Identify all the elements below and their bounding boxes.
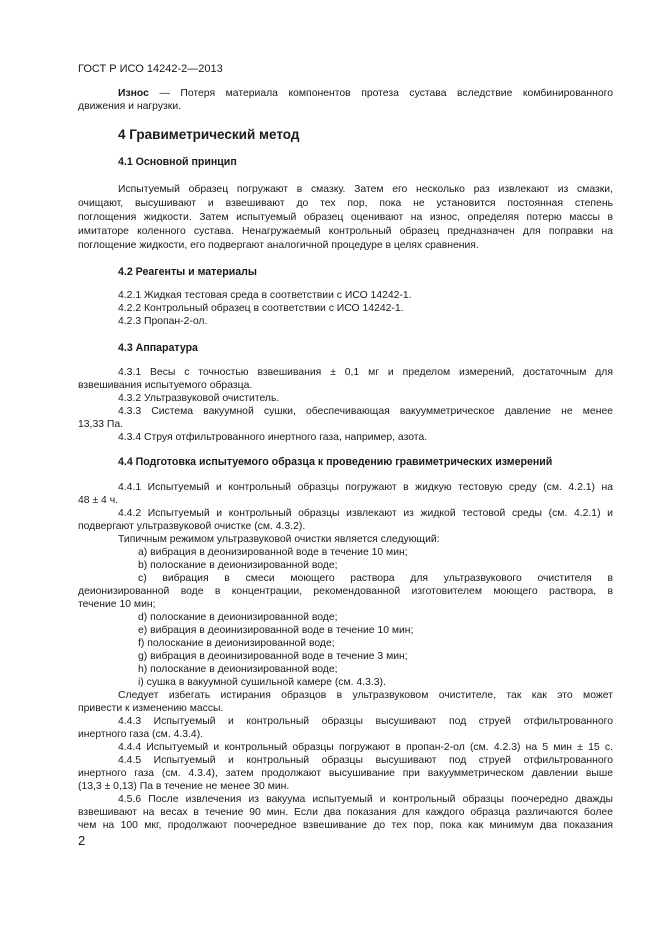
paragraph-line: 4.3.4 Струя отфильтрованного инертного газа, например, азота. <box>118 432 428 443</box>
paragraph-line: Следует избегать истирания образцов в ультразвуковом очистителе, так как это может <box>118 690 613 701</box>
paragraph-line: 4.4.3 Испытуемый и контрольный образцы высушивают под струей отфильтрованного <box>118 716 613 727</box>
paragraph-line: имитаторе коленного сустава. Ненагружаемый контрольный образец предназначен для поправки на <box>78 226 613 237</box>
list-item: i) сушка в вакуумной сушильной камере (см. 4.3.3). <box>138 677 386 688</box>
list-item-continuation: течение 10 мин; <box>78 599 156 610</box>
paragraph-line: инертного газа (см. 4.3.4), затем продолжают высушивание при вакуумметрическом давлении выше <box>78 768 613 779</box>
list-item: f) полоскание в деионизированной воде; <box>138 638 335 649</box>
list-item: g) вибрация в деоинизированной воде в течение 3 мин; <box>138 651 408 662</box>
paragraph-line: 4.4.5 Испытуемый и контрольный образцы высушивают под струей отфильтрованного <box>118 755 613 766</box>
list-item: e) вибрация в деоинизированной воде в течение 10 мин; <box>138 625 414 636</box>
paragraph-line: 48 ± 4 ч. <box>78 495 118 506</box>
paragraph-line: 4.4.4 Испытуемый и контрольный образцы погружают в пропан-2-ол (см. 4.2.3) на 5 мин ± 15 с. <box>118 742 613 753</box>
list-item: h) полоскание в деионизированной воде; <box>138 664 338 675</box>
section-4-3-heading: 4.3 Аппаратура <box>118 342 198 354</box>
paragraph-line: 4.2.3 Пропан-2-ол. <box>118 316 208 327</box>
paragraph-line: 4.3.2 Ультразвуковой очиститель. <box>118 393 280 404</box>
list-item: c) вибрация в смеси моющего раствора для ультразвукового очистителя в <box>138 573 613 584</box>
term-name: Износ <box>118 88 149 99</box>
paragraph-line: взвешивают на весах в течение 90 мин. Если два показания для каждого образца различаются более <box>78 807 613 818</box>
paragraph-line: 4.3.1 Весы с точностью взвешивания ± 0,1 мг и пределом измерений, достаточным для <box>118 367 613 378</box>
paragraph-line: 4.2.1 Жидкая тестовая среда в соответствии с ИСО 14242-1. <box>118 290 412 301</box>
paragraph-line: Испытуемый образец погружают в смазку. Затем его несколько раз извлекают из смазки, <box>118 184 613 195</box>
list-item: b) полоскание в деионизированной воде; <box>138 560 338 571</box>
term-definition-line-2: движения и нагрузки. <box>78 101 182 112</box>
section-4-1-heading: 4.1 Основной принцип <box>118 156 237 168</box>
paragraph-line: поглощение жидкости, его подвергают аналогичной процедуре в целях сравнения. <box>78 240 479 251</box>
paragraph-line: инертного газа (см. 4.3.4). <box>78 729 204 740</box>
paragraph-line: 4.3.3 Система вакуумной сушки, обеспечивающая вакуумметрическое давление не менее <box>118 406 613 417</box>
paragraph-line: очищают, высушивают и взвешивают до тех пор, пока не установится постоянная степень <box>78 198 613 209</box>
list-item: a) вибрация в деонизированной воде в течение 10 мин; <box>138 547 408 558</box>
list-item: d) полоскание в деионизированной воде; <box>138 612 338 623</box>
paragraph-line: 4.4.1 Испытуемый и контрольный образцы погружают в жидкую тестовую среду (см. 4.2.1) на <box>118 482 613 493</box>
paragraph-line: подвергают ультразвуковой очистке (см. 4.3.2). <box>78 521 306 532</box>
term-definition-text: — Потеря материала компонентов протеза сустава вследствие комбинированного <box>148 88 613 99</box>
list-item-continuation: деионизированной воде в концентрации, рекомендованной изготовителем моющего раствора, в <box>78 586 613 597</box>
paragraph-line: взвешивания испытуемого образца. <box>78 380 253 391</box>
paragraph-line: привести к изменению массы. <box>78 703 224 714</box>
paragraph-line: 13,33 Па. <box>78 419 124 430</box>
paragraph-line: 4.4.2 Испытуемый и контрольный образцы извлекают из жидкой тестовой среды (см. 4.2.1) и <box>118 508 613 519</box>
section-4-heading: 4 Гравиметрический метод <box>118 127 300 142</box>
paragraph-line: 4.2.2 Контрольный образец в соответствии с ИСО 14242-1. <box>118 303 404 314</box>
section-4-4-heading: 4.4 Подготовка испытуемого образца к проведению гравиметрических измерений <box>118 456 553 468</box>
section-4-2-heading: 4.2 Реагенты и материалы <box>118 266 257 278</box>
paragraph-line: (13,3 ± 0,13) Па в течение не менее 30 мин. <box>78 781 290 792</box>
page-number: 2 <box>78 833 86 848</box>
term-definition-line-1 <box>118 88 613 100</box>
paragraph-line: чем на 100 мкг, продолжают поочередное взвешивание до тех пор, пока как минимум два показания <box>78 820 613 831</box>
paragraph-line: 4.5.6 После извлечения из вакуума испытуемый и контрольный образцы поочередно дважды <box>118 794 613 805</box>
paragraph-line: Типичным режимом ультразвуковой очистки является следующий: <box>118 534 440 545</box>
document-header: ГОСТ Р ИСО 14242-2—2013 <box>78 63 223 75</box>
paragraph-line: поглощения жидкости. Затем испытуемый образец оценивают на износ, определяя потерю массы в <box>78 212 613 223</box>
